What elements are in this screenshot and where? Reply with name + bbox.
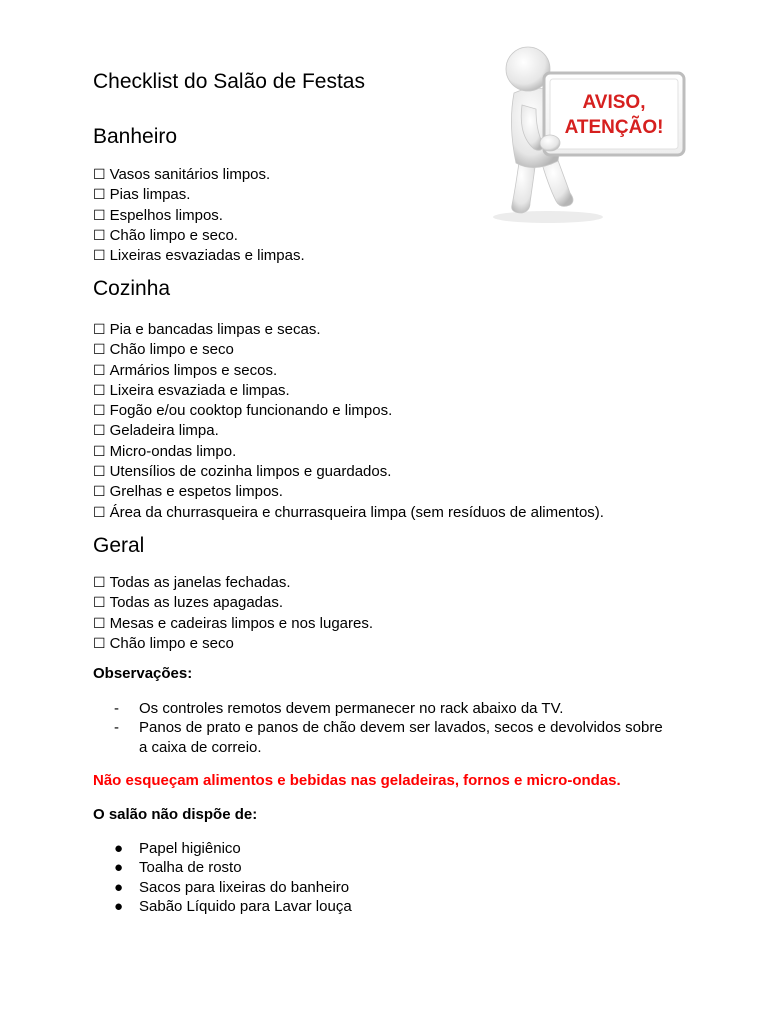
checkbox-icon: ☐ <box>93 167 106 183</box>
section-heading-banheiro: Banheiro <box>93 125 178 148</box>
checkbox-icon: ☐ <box>93 615 106 632</box>
dash-marker: - <box>114 700 119 717</box>
nao-dispoe-item: ● Toalha de rosto <box>114 859 242 877</box>
checklist-item: ☐ Vasos sanitários limpos. <box>93 166 271 183</box>
checklist-item: ☐ Chão limpo e seco <box>93 634 234 652</box>
bullet-icon: ● <box>114 878 124 896</box>
checkbox-icon: ☐ <box>93 595 106 612</box>
checkbox-icon: ☐ <box>93 382 106 399</box>
checkbox-icon: ☐ <box>93 403 106 420</box>
checkbox-icon: ☐ <box>93 362 106 379</box>
page-title: Checklist do Salão de Festas <box>93 70 365 93</box>
checklist-item: ☐ Lixeiras esvaziadas e limpas. <box>93 247 305 265</box>
bullet-icon: ● <box>114 840 124 857</box>
warning-figure-illustration <box>478 45 710 225</box>
checklist-geral <box>93 573 373 654</box>
checklist-item: ☐ Área da churrasqueira e churrasqueira limpa (sem resíduos de alimentos). <box>93 503 604 521</box>
observacao-item: - Os controles remotos devem permanecer no rack abaixo da TV. <box>114 700 564 717</box>
checklist-item: ☐ Utensílios de cozinha limpos e guardados. <box>93 463 392 481</box>
checkbox-icon: ☐ <box>93 187 106 204</box>
checklist-item: ☐ Espelhos limpos. <box>93 206 223 224</box>
checkbox-icon: ☐ <box>93 504 106 521</box>
checklist-item: ☐ Chão limpo e seco <box>93 341 234 359</box>
checklist-item: ☐ Armários limpos e secos. <box>93 361 278 379</box>
observacoes-label: Observações: <box>93 665 193 682</box>
checkbox-icon: ☐ <box>93 443 106 460</box>
checkbox-icon: ☐ <box>93 575 106 591</box>
checklist-item: ☐ Chão limpo e seco. <box>93 226 238 244</box>
checkbox-icon: ☐ <box>93 248 106 265</box>
checklist-item: ☐ Fogão e/ou cooktop funcionando e limpos. <box>93 402 393 420</box>
nao-dispoe-item: ● Sacos para lixeiras do banheiro <box>114 878 350 896</box>
checkbox-icon: ☐ <box>93 342 106 359</box>
checklist-item: ☐ Pias limpas. <box>93 186 191 204</box>
checkbox-icon: ☐ <box>93 484 106 501</box>
sign-text-line-1: AVISO, <box>582 92 646 113</box>
dash-marker: - <box>114 719 119 737</box>
section-heading-geral: Geral <box>93 534 145 557</box>
checklist-item: ☐ Todas as luzes apagadas. <box>93 594 284 612</box>
checklist-item: ☐ Grelhas e espetos limpos. <box>93 483 283 501</box>
checklist-banheiro <box>93 165 305 266</box>
checklist-item: ☐ Todas as janelas fechadas. <box>93 574 291 591</box>
checkbox-icon: ☐ <box>93 423 106 440</box>
nao-dispoe-item: ● Papel higiênico <box>114 840 241 857</box>
checklist-cozinha <box>93 320 604 523</box>
nao-dispoe-list <box>114 839 352 916</box>
sign-text-line-2: ATENÇÃO! <box>564 117 664 138</box>
checkbox-icon: ☐ <box>93 464 106 481</box>
section-heading-cozinha: Cozinha <box>93 277 171 300</box>
checkbox-icon: ☐ <box>93 322 106 338</box>
checklist-item: ☐ Micro-ondas limpo. <box>93 442 237 460</box>
nao-dispoe-label: O salão não dispõe de: <box>93 806 258 823</box>
nao-dispoe-item: ● Sabão Líquido para Lavar louça <box>114 897 352 915</box>
warning-text: Não esqueçam alimentos e bebidas nas geladeiras, fornos e micro-ondas. <box>93 772 621 789</box>
bullet-icon: ● <box>114 859 124 877</box>
checklist-item: ☐ Geladeira limpa. <box>93 422 219 440</box>
checkbox-icon: ☐ <box>93 207 106 224</box>
observacoes-list <box>114 699 674 757</box>
checklist-item: ☐ Pia e bancadas limpas e secas. <box>93 321 321 338</box>
checklist-item: ☐ Lixeira esvaziada e limpas. <box>93 381 290 399</box>
checkbox-icon: ☐ <box>93 227 106 244</box>
checkbox-icon: ☐ <box>93 635 106 652</box>
checklist-item: ☐ Mesas e cadeiras limpos e nos lugares. <box>93 614 374 632</box>
bullet-icon: ● <box>114 897 124 915</box>
observacao-item: - Panos de prato e panos de chão devem ser lavados, secos e devolvidos sobre a caixa de correio. <box>114 719 663 756</box>
